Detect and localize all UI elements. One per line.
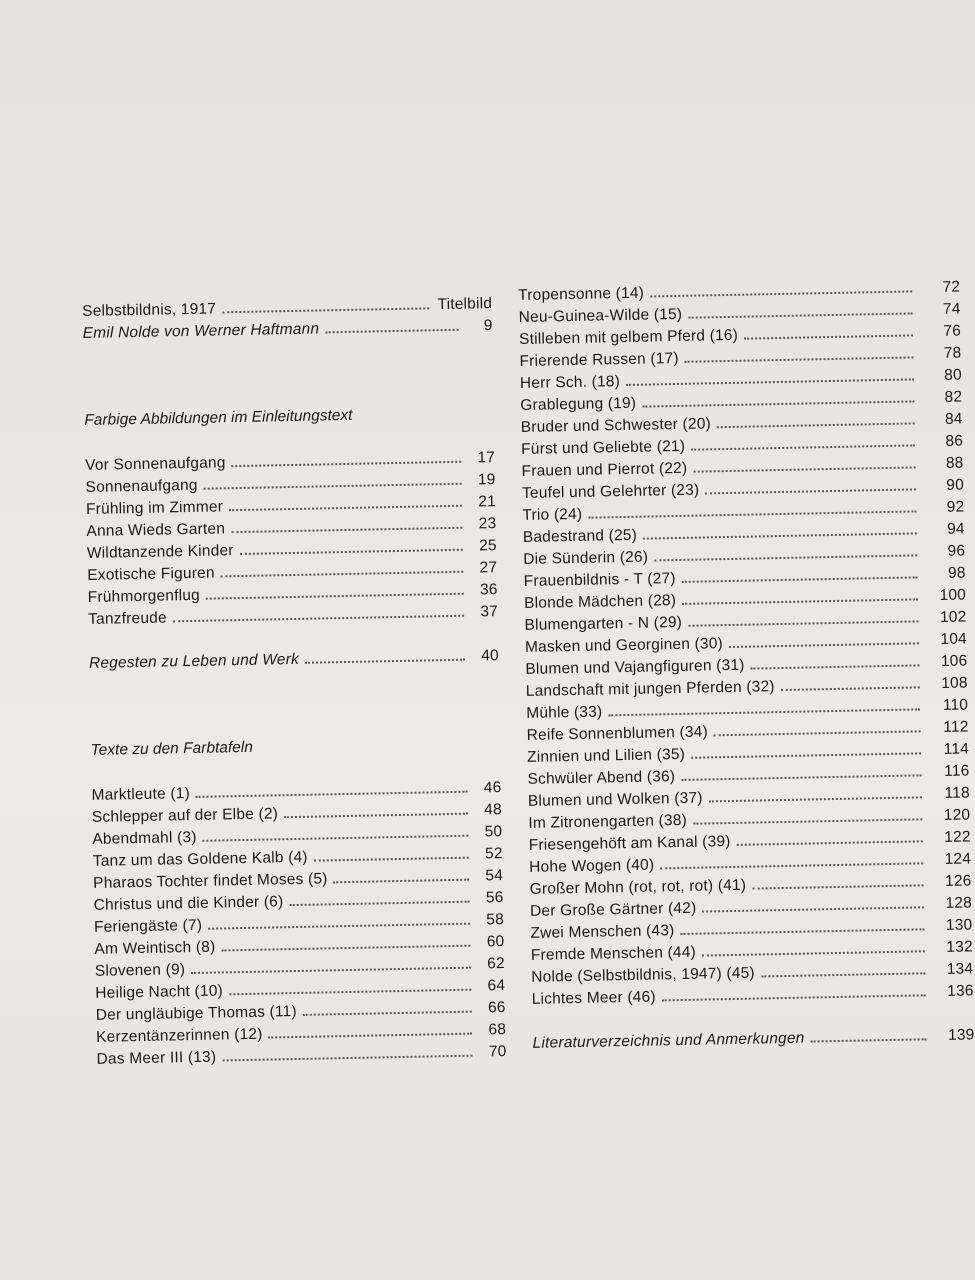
toc-entry-title: Das Meer III (13) [96, 1048, 217, 1068]
toc-entry-title: Marktleute (1) [91, 785, 191, 804]
toc-entry-page: 126 [944, 872, 972, 890]
front-matter-list [82, 292, 493, 344]
toc-entry-page: 52 [484, 845, 503, 863]
toc-entry-title: Sonnenaufgang [85, 476, 198, 496]
dot-leader [231, 513, 463, 533]
toc-entry-title: Grablegung (19) [520, 394, 637, 414]
toc-entry-page: 139 [947, 1026, 975, 1044]
dot-leader [229, 975, 472, 996]
toc-entry-title: Bruder und Schwester (20) [520, 415, 712, 436]
toc-entry-title: Die Sünderin (26) [523, 548, 649, 568]
toc-entry-title: Am Weintisch (8) [94, 938, 216, 958]
dot-leader [231, 447, 461, 467]
toc-entry-page: 56 [485, 889, 504, 907]
toc-entry-page: 78 [943, 344, 962, 362]
toc-entry-title: Fremde Menschen (44) [530, 943, 697, 964]
toc-entry-title: Blumengarten - N (29) [524, 613, 683, 634]
dot-leader [688, 606, 919, 626]
toc-entry-page: 37 [480, 603, 499, 621]
dot-leader [680, 914, 924, 935]
toc-entry-page: 116 [943, 762, 970, 780]
toc-entry-title: Selbstbildnis, 1917 [82, 300, 217, 320]
toc-entry-title: Kerzentänzerinnen (12) [95, 1025, 263, 1046]
toc-entry-title: Blumen und Wolken (37) [527, 789, 703, 810]
toc-entry-title: Herr Sch. (18) [519, 373, 621, 392]
toc-entry-page: 118 [944, 784, 971, 802]
toc-entry-page: 94 [946, 520, 965, 538]
toc-entry-title: Friesengehöft am Kanal (39) [528, 833, 731, 854]
toc-entry-page: 66 [487, 998, 506, 1017]
toc-entry-title: Im Zitronengarten (38) [528, 811, 688, 832]
dot-leader [313, 843, 468, 862]
toc-entry-title: Slovenen (9) [94, 961, 186, 980]
toc-entry-page: 134 [946, 960, 974, 978]
toc-entry-page: 136 [947, 982, 974, 1000]
dot-leader [268, 1019, 472, 1039]
toc-entry-title: Abendmahl (3) [92, 828, 197, 848]
dot-leader [702, 936, 925, 956]
toc-entry-page: 98 [947, 564, 966, 582]
toc-entry-title: Teufel und Gelehrter (23) [521, 481, 700, 502]
dot-leader [305, 645, 465, 664]
toc-entry-page: 92 [946, 498, 965, 516]
toc-entry-page: 110 [942, 696, 969, 714]
dot-leader [810, 1024, 926, 1042]
toc-entry-title: Landschaft mit jungen Pferden (32) [525, 678, 775, 700]
dot-leader [708, 782, 922, 802]
dot-leader [284, 799, 468, 819]
toc-entry-title: Großer Mohn (rot, rot, rot) (41) [529, 876, 747, 898]
toc-entry-title: Literaturverzeichnis und Anmerkungen [532, 1029, 805, 1052]
toc-entry-page: 84 [944, 410, 963, 428]
toc-entry-page: 90 [946, 476, 965, 494]
dot-leader [691, 738, 921, 758]
dot-leader [705, 474, 916, 494]
toc-entry-page: 40 [481, 647, 500, 665]
toc-entry-title: Frauenbildnis - T (27) [523, 570, 676, 590]
dot-leader [222, 1041, 473, 1062]
toc-entry-title: Schlepper auf der Elbe (2) [91, 805, 279, 826]
dot-leader [325, 315, 459, 334]
toc-entry-page: 21 [478, 493, 497, 511]
dot-leader [221, 931, 470, 952]
toc-entry-title: Vor Sonnenaufgang [85, 454, 226, 474]
toc-entry-page: 60 [486, 933, 505, 951]
toc-entry-title: Feriengäste (7) [93, 916, 203, 936]
section-heading-texte-farbtafeln: Texte zu den Farbtafeln [90, 738, 254, 759]
dot-leader [717, 408, 915, 428]
dot-leader [780, 672, 919, 691]
toc-entry-page: 64 [487, 977, 506, 995]
dot-leader [221, 557, 464, 578]
toc-entry-title: Der Große Gärtner (42) [529, 899, 697, 920]
dot-leader [744, 320, 913, 339]
toc-entry-title: Fürst und Geliebte (21) [521, 437, 686, 458]
toc-entry-page: 27 [479, 559, 498, 577]
toc-entry-page: 82 [944, 388, 963, 406]
dot-leader [650, 276, 912, 297]
farbtafeln-list-continued [518, 276, 974, 1010]
toc-entry-page: 23 [478, 515, 497, 533]
toc-entry-title: Regesten zu Leben und Werk [88, 650, 300, 672]
toc-entry-title: Frauen und Pierrot (22) [521, 459, 688, 480]
toc-entry-title: Frierende Russen (17) [519, 349, 679, 370]
dot-leader [750, 650, 919, 669]
toc-entry-page: 108 [941, 674, 968, 692]
toc-entry-page: 48 [484, 801, 503, 819]
section-heading-farbige-abbildungen: Farbige Abbildungen im Einleitungstext [84, 406, 353, 429]
toc-entry-page: Titelbild [437, 295, 493, 314]
farbtafeln-list [91, 776, 506, 1070]
toc-entry-title: Tanz um das Goldene Kalb (4) [92, 848, 308, 870]
toc-entry-page: 46 [483, 779, 502, 797]
toc-entry-page: 19 [477, 471, 496, 489]
toc-entry-title: Mühle (33) [526, 703, 603, 722]
toc-entry-page: 88 [945, 454, 964, 472]
dot-leader [688, 298, 913, 318]
toc-entry-page: 100 [939, 586, 967, 604]
dot-leader [229, 491, 462, 511]
toc-entry-page: 72 [942, 278, 961, 296]
toc-entry-title: Tropensonne (14) [518, 284, 645, 304]
dot-leader [702, 892, 924, 912]
dot-leader [681, 562, 917, 583]
toc-entry-page: 70 [488, 1042, 507, 1061]
dot-leader [736, 826, 922, 846]
toc-entry-page: 112 [943, 718, 969, 736]
toc-entry-title: Exotische Figuren [87, 564, 215, 584]
toc-entry-title: Reife Sonnenblumen (34) [526, 723, 709, 744]
toc-entry-title: Emil Nolde von Werner Haftmann [82, 320, 320, 342]
toc-entry-page: 17 [477, 449, 496, 467]
toc-entry-title: Der ungläubige Thomas (11) [95, 1003, 297, 1024]
toc-entry-page: 74 [942, 300, 961, 318]
toc-entry-title: Tanzfreude [87, 609, 167, 628]
toc-entry-title: Anna Wieds Garten [86, 520, 226, 540]
toc-entry-title: Christus und die Kinder (6) [93, 893, 284, 914]
toc-entry-title: Heilige Nacht (10) [95, 982, 224, 1002]
toc-entry-page: 114 [943, 740, 970, 758]
toc-entry-page: 104 [940, 630, 968, 648]
toc-entry-page: 50 [484, 823, 503, 841]
dot-leader [729, 628, 919, 648]
toc-entry-page: 96 [947, 542, 966, 560]
dot-leader [685, 342, 914, 362]
toc-entry-page: 128 [945, 894, 973, 912]
dot-leader [239, 535, 462, 555]
toc-left-column [82, 292, 507, 1070]
toc-entry-page: 9 [483, 317, 493, 335]
toc-entry-title: Blonde Mädchen (28) [523, 592, 677, 612]
dot-leader [289, 887, 470, 906]
dot-leader [714, 716, 921, 736]
farbige-abbildungen-list [85, 446, 498, 630]
toc-entry-page: 130 [945, 916, 973, 934]
toc-entry-page: 36 [479, 581, 498, 599]
dot-leader [681, 760, 922, 781]
toc-entry-page: 68 [488, 1020, 507, 1039]
toc-entry-page: 58 [486, 911, 505, 929]
dot-leader [333, 865, 469, 884]
toc-entry-page: 106 [940, 652, 968, 670]
toc-entry-page: 124 [944, 850, 972, 868]
toc-entry-page: 62 [486, 955, 505, 973]
dot-leader [691, 430, 915, 450]
dot-leader [693, 804, 923, 824]
toc-entry-page: 76 [943, 322, 962, 340]
toc-entry-title: Blumen und Vajangfiguren (31) [525, 656, 745, 678]
dot-leader [222, 293, 430, 313]
toc-entry-page: 122 [944, 828, 971, 846]
toc-right-column [518, 276, 975, 1054]
toc-entry-page: 25 [478, 537, 497, 555]
toc-entry-title: Stilleben mit gelbem Pferd (16) [518, 326, 739, 348]
dot-leader [752, 870, 924, 889]
toc-entry-title: Masken und Georginen (30) [524, 635, 724, 656]
toc-entry-title: Hohe Wogen (40) [529, 856, 655, 876]
toc-entry-title: Neu-Guinea-Wilde (15) [518, 305, 683, 326]
toc-entry-title: Lichtes Meer (46) [531, 988, 656, 1008]
toc-entry-title: Zinnien und Lilien (35) [526, 745, 686, 766]
toc-entry-page: 120 [943, 806, 971, 824]
toc-entry-page: 54 [485, 867, 504, 885]
toc-entry-page: 102 [939, 608, 967, 626]
dot-leader [761, 958, 926, 977]
dot-leader [693, 452, 916, 472]
toc-entry-title: Nolde (Selbstbildnis, 1947) (45) [531, 964, 755, 986]
dot-leader [682, 584, 918, 605]
toc-entry-title: Frühmorgenflug [87, 586, 201, 606]
toc-entry-title: Schwüler Abend (36) [527, 768, 676, 788]
toc-entry-title: Badestrand (25) [522, 526, 638, 546]
toc-entry-title: Wildtanzende Kinder [86, 542, 234, 562]
toc-entry-title: Pharaos Tochter findet Moses (5) [93, 870, 328, 892]
toc-entry-title: Frühling im Zimmer [85, 498, 224, 518]
toc-entry-page: 86 [945, 432, 964, 450]
toc-entry-title: Trio (24) [522, 505, 583, 524]
toc-entry-page: 132 [946, 938, 973, 956]
toc-entry-page: 80 [944, 366, 962, 384]
toc-entry-title: Zwei Menschen (43) [530, 922, 675, 942]
dot-leader [303, 997, 472, 1016]
